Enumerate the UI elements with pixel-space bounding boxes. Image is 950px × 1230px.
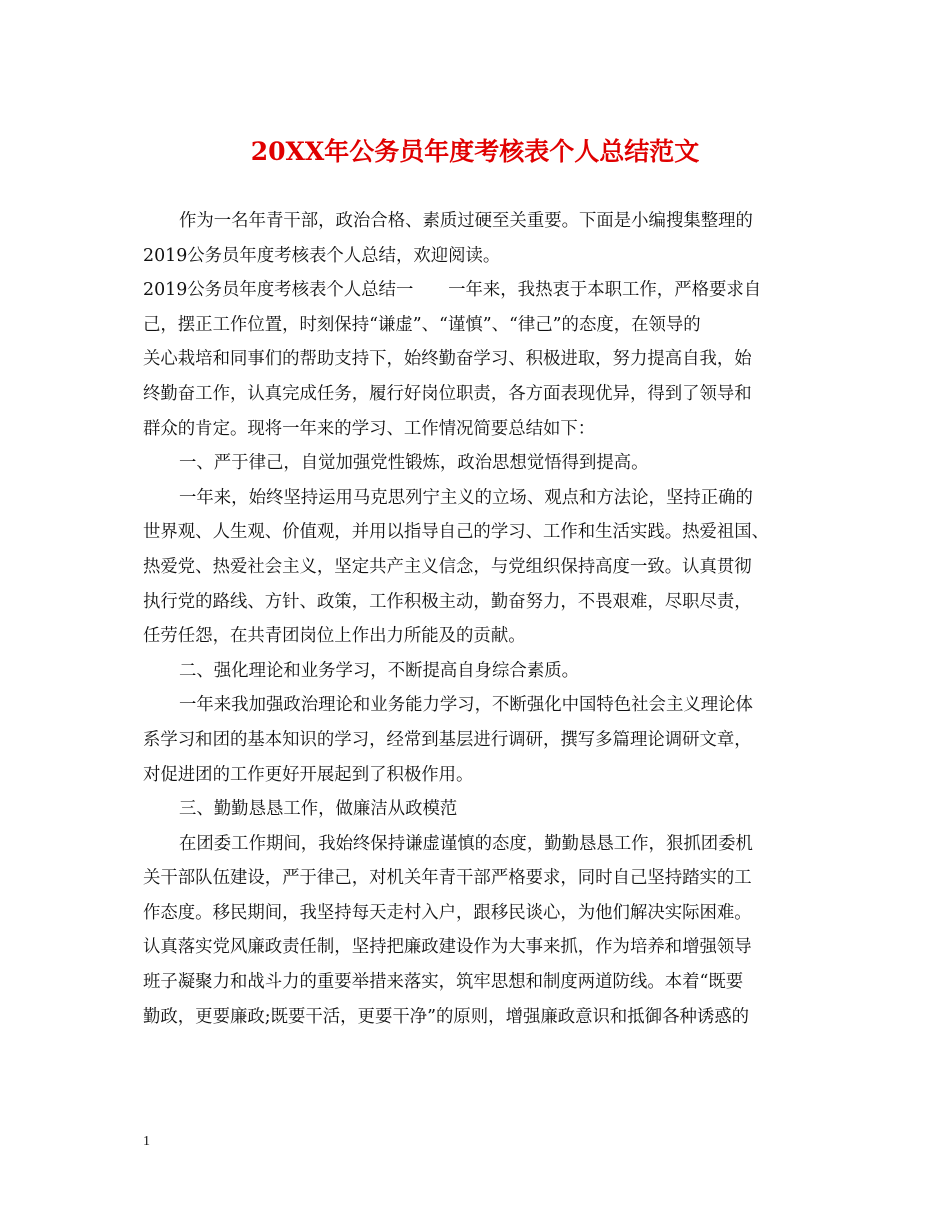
- paragraph-line: 世界观、人生观、价值观，并用以指导自己的学习、工作和生活实践。热爱祖国、: [143, 522, 770, 543]
- paragraph-line: 执行党的路线、方针、政策，工作积极主动，勤奋努力，不畏艰难，尽职尽责，: [143, 591, 752, 612]
- paragraph-line: 热爱党、热爱社会主义，坚定共产主义信念，与党组织保持高度一致。认真贯彻: [143, 556, 752, 577]
- paragraph-line: 班子凝聚力和战斗力的重要举措来落实，筑牢思想和制度两道防线。本着“既要: [143, 972, 744, 993]
- paragraph-line: 关心栽培和同事们的帮助支持下，始终勤奋学习、积极进取，努力提高自我，始: [143, 349, 752, 370]
- paragraph-line: 勤政，更要廉政;既要干活，更要干净”的原则，增强廉政意识和抵御各种诱惑的: [143, 1006, 750, 1027]
- document-body: [143, 204, 803, 1034]
- paragraph-line: 2019公务员年度考核表个人总结，欢迎阅读。: [143, 245, 501, 266]
- paragraph-line: 任劳任怨，在共青团岗位上作出力所能及的贡献。: [143, 626, 526, 647]
- paragraph-line: 一年来，始终坚持运用马克思列宁主义的立场、观点和方法论，坚持正确的: [179, 487, 753, 508]
- section-heading: 三、勤勤恳恳工作，做廉洁从政模范: [179, 799, 458, 820]
- paragraph-line: 作态度。移民期间，我坚持每天走村入户，跟移民谈心，为他们解决实际困难。: [143, 902, 752, 923]
- page-number: 1: [143, 1134, 150, 1149]
- paragraph-line: 己，摆正工作位置，时刻保持“谦虚”、“谨慎”、“律己”的态度，在领导的: [143, 314, 701, 335]
- paragraph-line: 作为一名年青干部，政治合格、素质过硬至关重要。下面是小编搜集整理的: [179, 211, 753, 231]
- paragraph-line: 认真落实党风廉政责任制，坚持把廉政建设作为大事来抓，作为培养和增强领导: [143, 937, 752, 958]
- paragraph-line: 群众的肯定。现将一年来的学习、工作情况简要总结如下：: [143, 418, 596, 439]
- paragraph-line: 系学习和团的基本知识的学习，经常到基层进行调研，撰写多篇理论调研文章，: [143, 729, 752, 750]
- paragraph-line: 在团委工作期间，我始终保持谦虚谨慎的态度，勤勤恳恳工作，狠抓团委机: [179, 833, 753, 854]
- paragraph-line: 对促进团的工作更好开展起到了积极作用。: [143, 764, 474, 785]
- paragraph-line: 2019公务员年度考核表个人总结一 一年来，我热衷于本职工作，严格要求自: [143, 280, 762, 301]
- paragraph-line: 一年来我加强政治理论和业务能力学习，不断强化中国特色社会主义理论体: [179, 695, 753, 716]
- section-heading: 一、严于律己，自觉加强党性锻炼，政治思想觉悟得到提高。: [179, 453, 649, 474]
- paragraph-line: 终勤奋工作，认真完成任务，履行好岗位职责，各方面表现优异，得到了领导和: [143, 383, 752, 404]
- paragraph-line: 关干部队伍建设，严于律己，对机关年青干部严格要求，同时自己坚持踏实的工: [143, 868, 752, 889]
- document-title: 20XX年公务员年度考核表个人总结范文: [250, 137, 700, 166]
- section-heading: 二、强化理论和业务学习，不断提高自身综合素质。: [179, 660, 579, 681]
